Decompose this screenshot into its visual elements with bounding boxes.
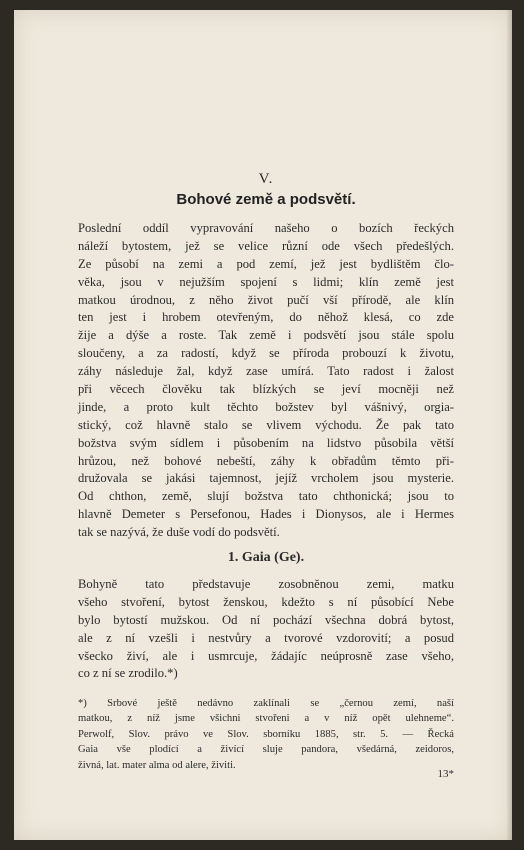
paragraph-intro-line: tak se nazývá, že duše vodí do podsvětí. xyxy=(78,525,280,540)
paragraph-intro-line: věka, jsou v nejužším spojení s lidmi; klín země jest xyxy=(78,274,454,289)
paragraph-intro-line: ten jest i hrobem otevřeným, do něhož klesá, co zde xyxy=(78,310,454,325)
paragraph-intro-line: náleží bytostem, jež se velice různí ode všech předešlých. xyxy=(78,238,454,253)
paragraph-intro-line: stický, což hlavně stalo se vlivem východu. Že pak tato xyxy=(78,417,454,432)
paragraph-gaia-line: všeho stvoření, bytost ženskou, kdežto s ní působící Nebe xyxy=(78,594,454,609)
footnote-line: matkou, z níž jsme všichni stvořeni a v níž opět ulehneme“. xyxy=(78,713,454,725)
footnote-line: Perwolf, Slov. právo ve Slov. sborníku 1885, str. 5. — Řecká xyxy=(78,728,454,740)
paragraph-intro-line: sloučeny, a za radostí, když se příroda probouzí k životu, xyxy=(78,346,454,361)
book-page xyxy=(14,10,512,840)
paragraph-intro-line: Od chthon, země, slují božstva tato chthonická; jsou to xyxy=(78,489,454,504)
paragraph-intro-line: družovala se jakási tajemnost, jejíž vrcholem jsou mysterie. xyxy=(78,471,454,486)
paragraph-intro-line: záhy následuje žal, když zase umírá. Tato radost i žalost xyxy=(78,364,454,379)
paragraph-gaia-line: bylo bytostí mužskou. Od ní pochází všechna dobrá bytost, xyxy=(78,612,454,627)
paragraph-gaia-line: všecko živí, ale i usmrcuje, žádajíc neúprosně zase všeho, xyxy=(78,648,454,663)
paragraph-intro-line: matkou úrodnou, z něho život pučí vší přírodě, ale klín xyxy=(78,292,454,307)
paragraph-intro-line: hrůzou, než bohové nebeští, záhy k obřadům těmto při- xyxy=(78,453,454,468)
paragraph-intro-line: božstva svým sídlem i působením na lidstvo působila větší xyxy=(78,435,454,450)
footnote xyxy=(78,696,454,773)
paragraph-gaia-line: co z ní se zrodilo.*) xyxy=(78,666,178,681)
paragraph-intro xyxy=(78,220,454,542)
paragraph-intro-line: Ze působí na zemi a pod zemí, jež jest bydlištěm člo- xyxy=(78,256,454,271)
paragraph-gaia xyxy=(78,576,454,683)
paragraph-gaia-line: ale z ní vzešli i nestvůry a tvorové vzdorovití; a posud xyxy=(78,630,454,645)
paragraph-intro-line: při věcech člověku tak blízkých se jeví mocněji než xyxy=(78,382,454,397)
paragraph-intro-line: hlavně Demeter s Persefonou, Hades i Dionysos, ale i Hermes xyxy=(78,507,454,522)
footnote-line: Gaia vše plodící a živící sluje pandora, všedárná, zeidoros, xyxy=(78,744,454,756)
paragraph-intro-line: jinde, a proto kult těchto božstev byl vášnivý, orgia- xyxy=(78,399,454,414)
chapter-number: V. xyxy=(258,171,274,187)
section-title: 1. Gaia (Ge). xyxy=(227,550,305,565)
printer-signature-mark: 13* xyxy=(437,768,454,780)
footnote-line: *) Srbové ještě nedávno zaklínali se „černou zemí, naší xyxy=(78,698,454,709)
paragraph-intro-line: žije a dýše a roste. Tak země i podsvětí jsou stále spolu xyxy=(78,328,454,343)
chapter-title: Bohové země a podsvětí. xyxy=(176,191,356,208)
paragraph-gaia-line: Bohyně tato představuje zosobněnou zemi, matku xyxy=(78,577,454,591)
page-text-block xyxy=(78,10,454,840)
page-edge-shadow xyxy=(506,10,512,840)
paragraph-intro-line: Poslední oddíl vypravování našeho o bozích řeckých xyxy=(78,221,454,235)
footnote-line: živná, lat. mater alma od alere, živiti. xyxy=(78,759,236,771)
